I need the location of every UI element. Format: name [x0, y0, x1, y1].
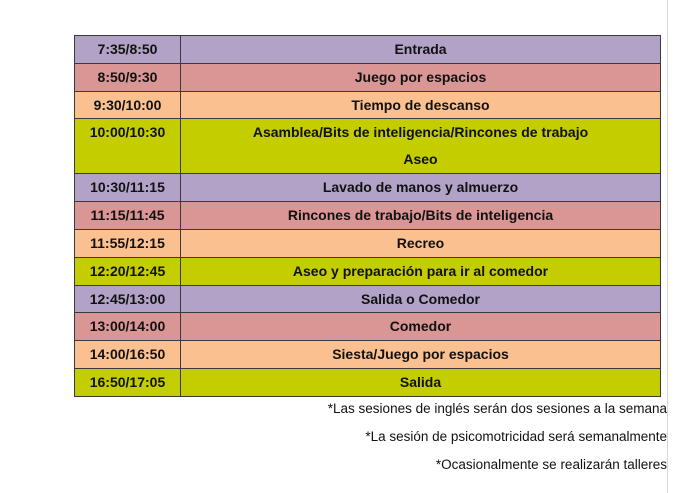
schedule-time-filler	[75, 146, 180, 173]
schedule-time-cell: 7:35/8:50	[75, 36, 181, 64]
schedule-activity-cell: Tiempo de descanso	[181, 91, 661, 119]
schedule-time-cell: 14:00/16:50	[75, 341, 181, 369]
schedule-row	[75, 119, 661, 174]
schedule-time-cell: 8:50/9:30	[75, 63, 181, 91]
schedule-activity-cell: Juego por espacios	[181, 63, 661, 91]
schedule-activity-line: Aseo	[403, 151, 438, 168]
schedule-activity-cell: Recreo	[181, 229, 661, 257]
note-line: *Las sesiones de inglés serán dos sesiones a la semana	[327, 401, 667, 416]
schedule-row	[75, 36, 661, 64]
note-line: *La sesión de psicomotricidad será semanalmente	[365, 429, 667, 444]
schedule-activity-cell: Siesta/Juego por espacios	[181, 341, 661, 369]
schedule-row	[75, 368, 661, 396]
schedule-time-cell: 13:00/14:00	[75, 313, 181, 341]
schedule-time-cell: 11:15/11:45	[75, 202, 181, 230]
schedule-time-cell: 12:45/13:00	[75, 285, 181, 313]
schedule-row	[75, 229, 661, 257]
note-line: *Ocasionalmente se realizarán talleres	[435, 457, 667, 472]
schedule-row	[75, 91, 661, 119]
schedule-activity-cell: Entrada	[181, 36, 661, 64]
schedule-time-cell: 12:20/12:45	[75, 257, 181, 285]
schedule-table	[74, 35, 661, 397]
schedule-activity-cell	[181, 119, 661, 174]
schedule-time-cell: 16:50/17:05	[75, 368, 181, 396]
schedule-time-cell: 10:30/11:15	[75, 174, 181, 202]
schedule-time-cell: 9:30/10:00	[75, 91, 181, 119]
schedule-activity-cell: Comedor	[181, 313, 661, 341]
schedule-activity-cell: Salida	[181, 368, 661, 396]
page-edge-divider	[667, 0, 668, 493]
schedule-row	[75, 341, 661, 369]
schedule-row	[75, 202, 661, 230]
schedule-row	[75, 285, 661, 313]
schedule-table-body	[75, 36, 661, 397]
schedule-row	[75, 174, 661, 202]
notes-block	[328, 398, 667, 482]
schedule-time-cell: 11:55/12:15	[75, 229, 181, 257]
schedule-activity-cell: Rincones de trabajo/Bits de inteligencia	[181, 202, 661, 230]
schedule-activity-cell: Salida o Comedor	[181, 285, 661, 313]
schedule-time-text: 10:00/10:30	[89, 124, 166, 141]
schedule-row	[75, 63, 661, 91]
schedule-row	[75, 257, 661, 285]
schedule-time-cell	[75, 119, 181, 174]
schedule-activity-cell: Aseo y preparación para ir al comedor	[181, 257, 661, 285]
schedule-row	[75, 313, 661, 341]
schedule-activity-cell: Lavado de manos y almuerzo	[181, 174, 661, 202]
schedule-activity-line: Asamblea/Bits de inteligencia/Rincones de trabajo	[252, 124, 589, 141]
